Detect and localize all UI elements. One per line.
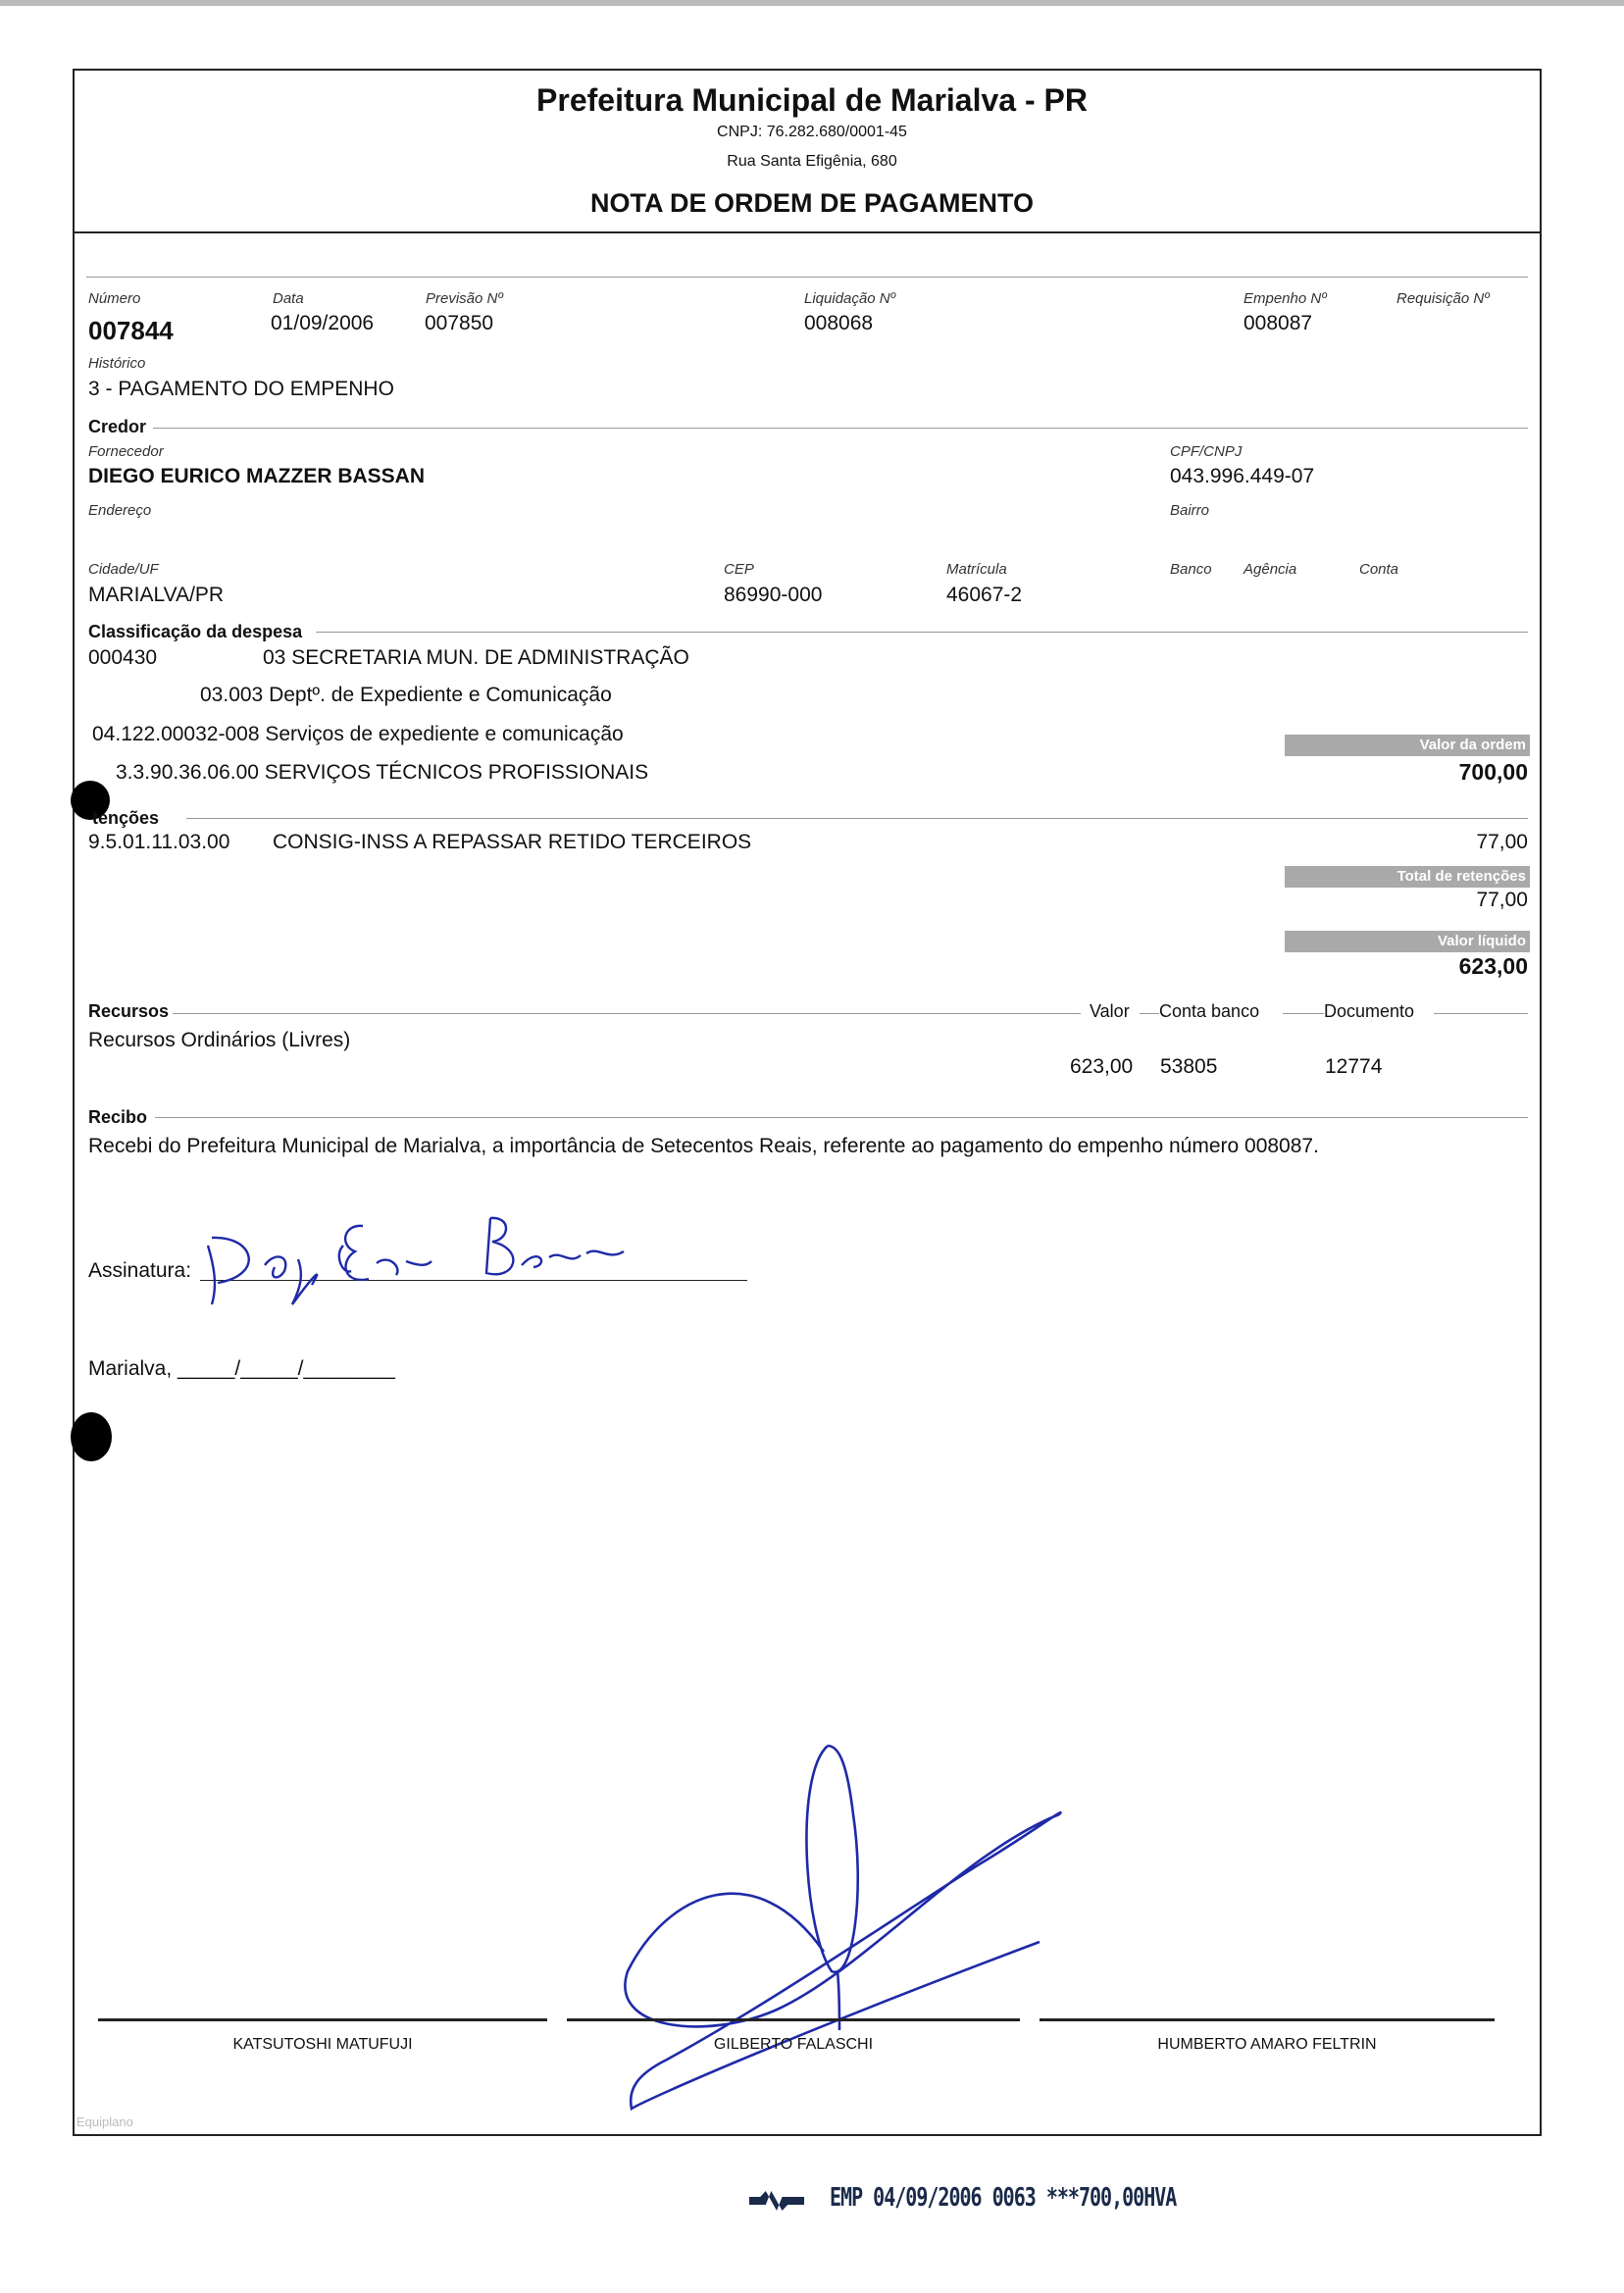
classificacao-code: 000430 bbox=[88, 646, 158, 669]
valor-ordem-value: 700,00 bbox=[1458, 759, 1528, 785]
document-title: NOTA DE ORDEM DE PAGAMENTO bbox=[589, 188, 1034, 218]
empenho-label: Empenho Nº bbox=[1243, 290, 1327, 307]
recursos-conta-label: Conta banco bbox=[1159, 1001, 1260, 1021]
banco-label: Banco bbox=[1170, 561, 1212, 578]
classificacao-line2: 03.003 Deptº. de Expediente e Comunicação bbox=[200, 684, 612, 706]
conta-label: Conta bbox=[1359, 561, 1399, 578]
classificacao-rule bbox=[316, 632, 1528, 633]
address-text: Rua Santa Efigênia, 680 bbox=[727, 153, 897, 170]
total-retencoes-label: Total de retenções bbox=[1396, 868, 1526, 885]
total-retencoes-value: 77,00 bbox=[1476, 889, 1528, 911]
cnpj-text: CNPJ: 76.282.680/0001-45 bbox=[717, 124, 907, 140]
classificacao-section-title: Classificação da despesa bbox=[88, 622, 303, 641]
numero-value: 007844 bbox=[88, 316, 174, 345]
liquidacao-value: 008068 bbox=[804, 312, 874, 334]
header-divider bbox=[75, 231, 1540, 233]
numero-label: Número bbox=[88, 290, 141, 307]
local-data-label: Marialva, _____/_____/________ bbox=[88, 1357, 395, 1380]
recursos-rule-4 bbox=[1434, 1013, 1528, 1014]
fornecedor-label: Fornecedor bbox=[88, 443, 164, 460]
recursos-fonte: Recursos Ordinários (Livres) bbox=[88, 1029, 351, 1051]
recursos-valor-label: Valor bbox=[1090, 1001, 1130, 1021]
recursos-valor: 623,00 bbox=[1070, 1055, 1134, 1078]
classificacao-line3: 04.122.00032-008 Serviços de expediente e comunicação bbox=[92, 723, 624, 745]
retencao-value: 77,00 bbox=[1476, 831, 1528, 853]
signature-line-1 bbox=[98, 2018, 547, 2021]
empenho-value: 008087 bbox=[1243, 312, 1313, 334]
credor-rule bbox=[153, 428, 1528, 429]
data-label: Data bbox=[273, 290, 304, 307]
cep-label: CEP bbox=[724, 561, 754, 578]
mechanical-stamp: EMP 04/09/2006 0063 ***700,00HVA bbox=[830, 2181, 1177, 2213]
valor-liquido-value: 623,00 bbox=[1458, 953, 1528, 979]
cpf-label: CPF/CNPJ bbox=[1170, 443, 1243, 460]
retencao-code: 9.5.01.11.03.00 bbox=[88, 831, 230, 853]
valor-ordem-label: Valor da ordem bbox=[1419, 737, 1526, 753]
recursos-section-title: Recursos bbox=[88, 1001, 170, 1021]
classificacao-line4: 3.3.90.36.06.00 SERVIÇOS TÉCNICOS PROFISSIONAIS bbox=[116, 761, 649, 784]
cidade-value: MARIALVA/PR bbox=[88, 584, 225, 606]
agencia-label: Agência bbox=[1243, 561, 1297, 578]
liquidacao-label: Liquidação Nº bbox=[804, 290, 896, 307]
historico-label: Histórico bbox=[88, 355, 146, 372]
scan-top-shade bbox=[0, 0, 1624, 6]
bairro-label: Bairro bbox=[1170, 502, 1210, 519]
matricula-value: 46067-2 bbox=[946, 584, 1023, 606]
recursos-rule-3 bbox=[1283, 1013, 1324, 1014]
recibo-text: Recebi do Prefeitura Municipal de Marialva, a importância de Setecentos Reais, referente ao pagamento do empenho número 008087. bbox=[88, 1135, 1319, 1157]
requisicao-label: Requisição Nº bbox=[1396, 290, 1490, 307]
credor-section-title: Credor bbox=[88, 417, 147, 436]
credor-handwritten-signature bbox=[196, 1206, 667, 1314]
assinatura-label: Assinatura: bbox=[88, 1259, 192, 1282]
recursos-rule-2 bbox=[1140, 1013, 1159, 1014]
cep-value: 86990-000 bbox=[724, 584, 823, 606]
recursos-documento-label: Documento bbox=[1324, 1001, 1415, 1021]
signatory-3-name: HUMBERTO AMARO FELTRIN bbox=[1157, 2036, 1377, 2053]
signatory-1-name: KATSUTOSHI MATUFUJI bbox=[232, 2036, 413, 2053]
cpf-value: 043.996.449-07 bbox=[1170, 465, 1315, 487]
ident-rule bbox=[86, 277, 1528, 278]
fornecedor-value: DIEGO EURICO MAZZER BASSAN bbox=[88, 465, 426, 487]
recibo-section-title: Recibo bbox=[88, 1107, 148, 1127]
previsao-value: 007850 bbox=[425, 312, 494, 334]
retencoes-rule bbox=[186, 818, 1528, 819]
municipality-title: Prefeitura Municipal de Marialva - PR bbox=[536, 82, 1088, 118]
historico-value: 3 - PAGAMENTO DO EMPENHO bbox=[88, 378, 394, 400]
recursos-conta: 53805 bbox=[1160, 1055, 1218, 1078]
approver-handwritten-signature bbox=[608, 1736, 1079, 2128]
software-watermark: Equiplano bbox=[76, 2115, 133, 2129]
stamp-logo-icon bbox=[749, 2191, 804, 2211]
data-value: 01/09/2006 bbox=[271, 312, 375, 334]
previsao-label: Previsão Nº bbox=[426, 290, 503, 307]
signature-line-3 bbox=[1040, 2018, 1495, 2021]
classificacao-line1: 03 SECRETARIA MUN. DE ADMINISTRAÇÃO bbox=[263, 646, 689, 669]
matricula-label: Matrícula bbox=[946, 561, 1007, 578]
recursos-documento: 12774 bbox=[1325, 1055, 1383, 1078]
punch-hole-mark-2 bbox=[71, 1412, 112, 1461]
cidade-label: Cidade/UF bbox=[88, 561, 159, 578]
recibo-rule bbox=[155, 1117, 1528, 1118]
signatory-2-name: GILBERTO FALASCHI bbox=[713, 2036, 874, 2053]
recursos-rule-1 bbox=[173, 1013, 1081, 1014]
retencao-text: CONSIG-INSS A REPASSAR RETIDO TERCEIROS bbox=[273, 831, 752, 853]
signature-line-2 bbox=[567, 2018, 1020, 2021]
valor-liquido-label: Valor líquido bbox=[1437, 933, 1526, 949]
retencoes-section-title: tenções bbox=[92, 808, 160, 828]
endereco-label: Endereço bbox=[88, 502, 152, 519]
